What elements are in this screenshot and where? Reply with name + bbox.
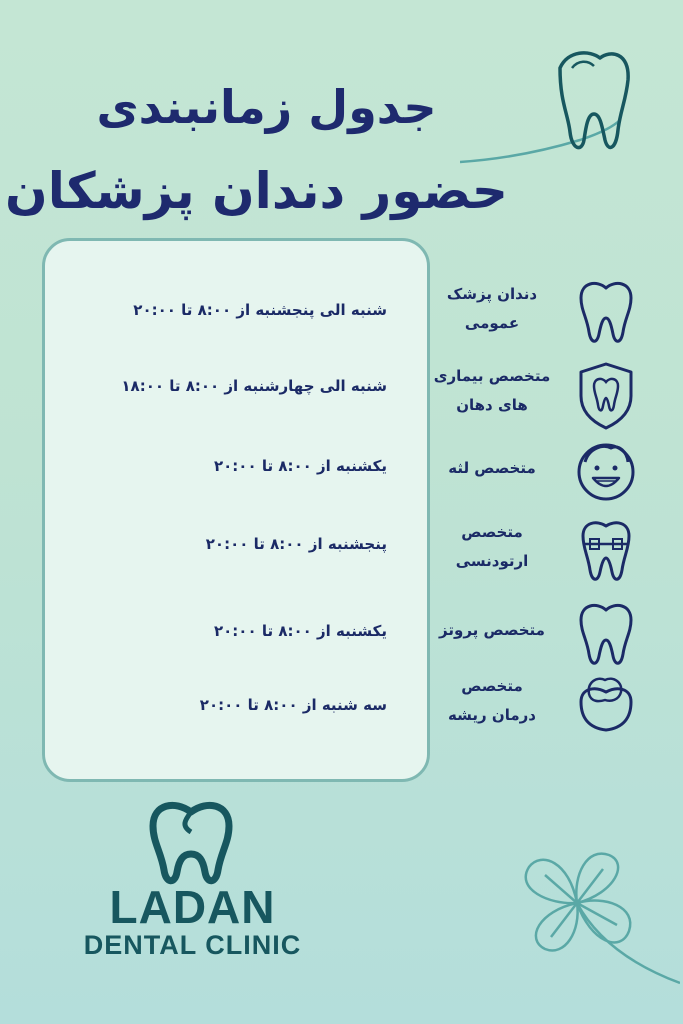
specialist-label: متخصص درمان ریشه	[448, 677, 536, 724]
specialist-endodontist	[440, 672, 680, 752]
tooth-icon	[575, 598, 637, 668]
schedule-card	[42, 238, 430, 782]
specialist-label: متخصص لثه	[448, 459, 536, 477]
schedule-row-1: شنبه الی پنجشنبه از ۸:۰۰ تا ۲۰:۰۰	[133, 301, 387, 319]
schedule-row-4: پنجشنبه از ۸:۰۰ تا ۲۰:۰۰	[205, 535, 387, 553]
page-title-line-1: جدول زمانبندی	[96, 80, 437, 134]
specialist-orthodontist	[440, 514, 680, 594]
page-title-line-2: حضور دندان پزشکان	[5, 162, 508, 220]
braces-tooth-icon	[575, 516, 637, 586]
tooth-filling-icon	[575, 672, 637, 742]
specialist-oral-diseases	[433, 358, 680, 438]
schedule-row-2: شنبه الی چهارشنبه از ۸:۰۰ تا ۱۸:۰۰	[121, 377, 387, 395]
shield-tooth-icon	[575, 360, 637, 430]
decorative-tooth-icon	[460, 40, 660, 170]
schedule-row-6: سه شنبه از ۸:۰۰ تا ۲۰:۰۰	[199, 696, 387, 714]
specialist-periodontist	[440, 436, 680, 516]
decorative-clover-icon	[505, 845, 680, 995]
clinic-subtitle: DENTAL CLINIC	[83, 930, 302, 960]
schedule-row-5: یکشنبه از ۸:۰۰ تا ۲۰:۰۰	[214, 622, 387, 640]
smiling-face-icon	[575, 436, 637, 506]
tooth-icon	[575, 276, 637, 346]
schedule-row-3: یکشنبه از ۸:۰۰ تا ۲۰:۰۰	[214, 457, 387, 475]
specialist-prosthodontist	[440, 598, 680, 678]
specialist-label: متخصص ارتودنسی	[455, 523, 529, 570]
specialist-label: متخصص پروتز	[439, 621, 545, 639]
clinic-logo-tooth-icon	[145, 798, 237, 886]
clinic-name: LADAN	[109, 881, 276, 933]
specialist-general-dentist	[440, 276, 680, 356]
specialist-label: متخصص بیماری های دهان	[433, 367, 551, 414]
specialist-label: دندان پزشک عمومی	[446, 285, 538, 332]
